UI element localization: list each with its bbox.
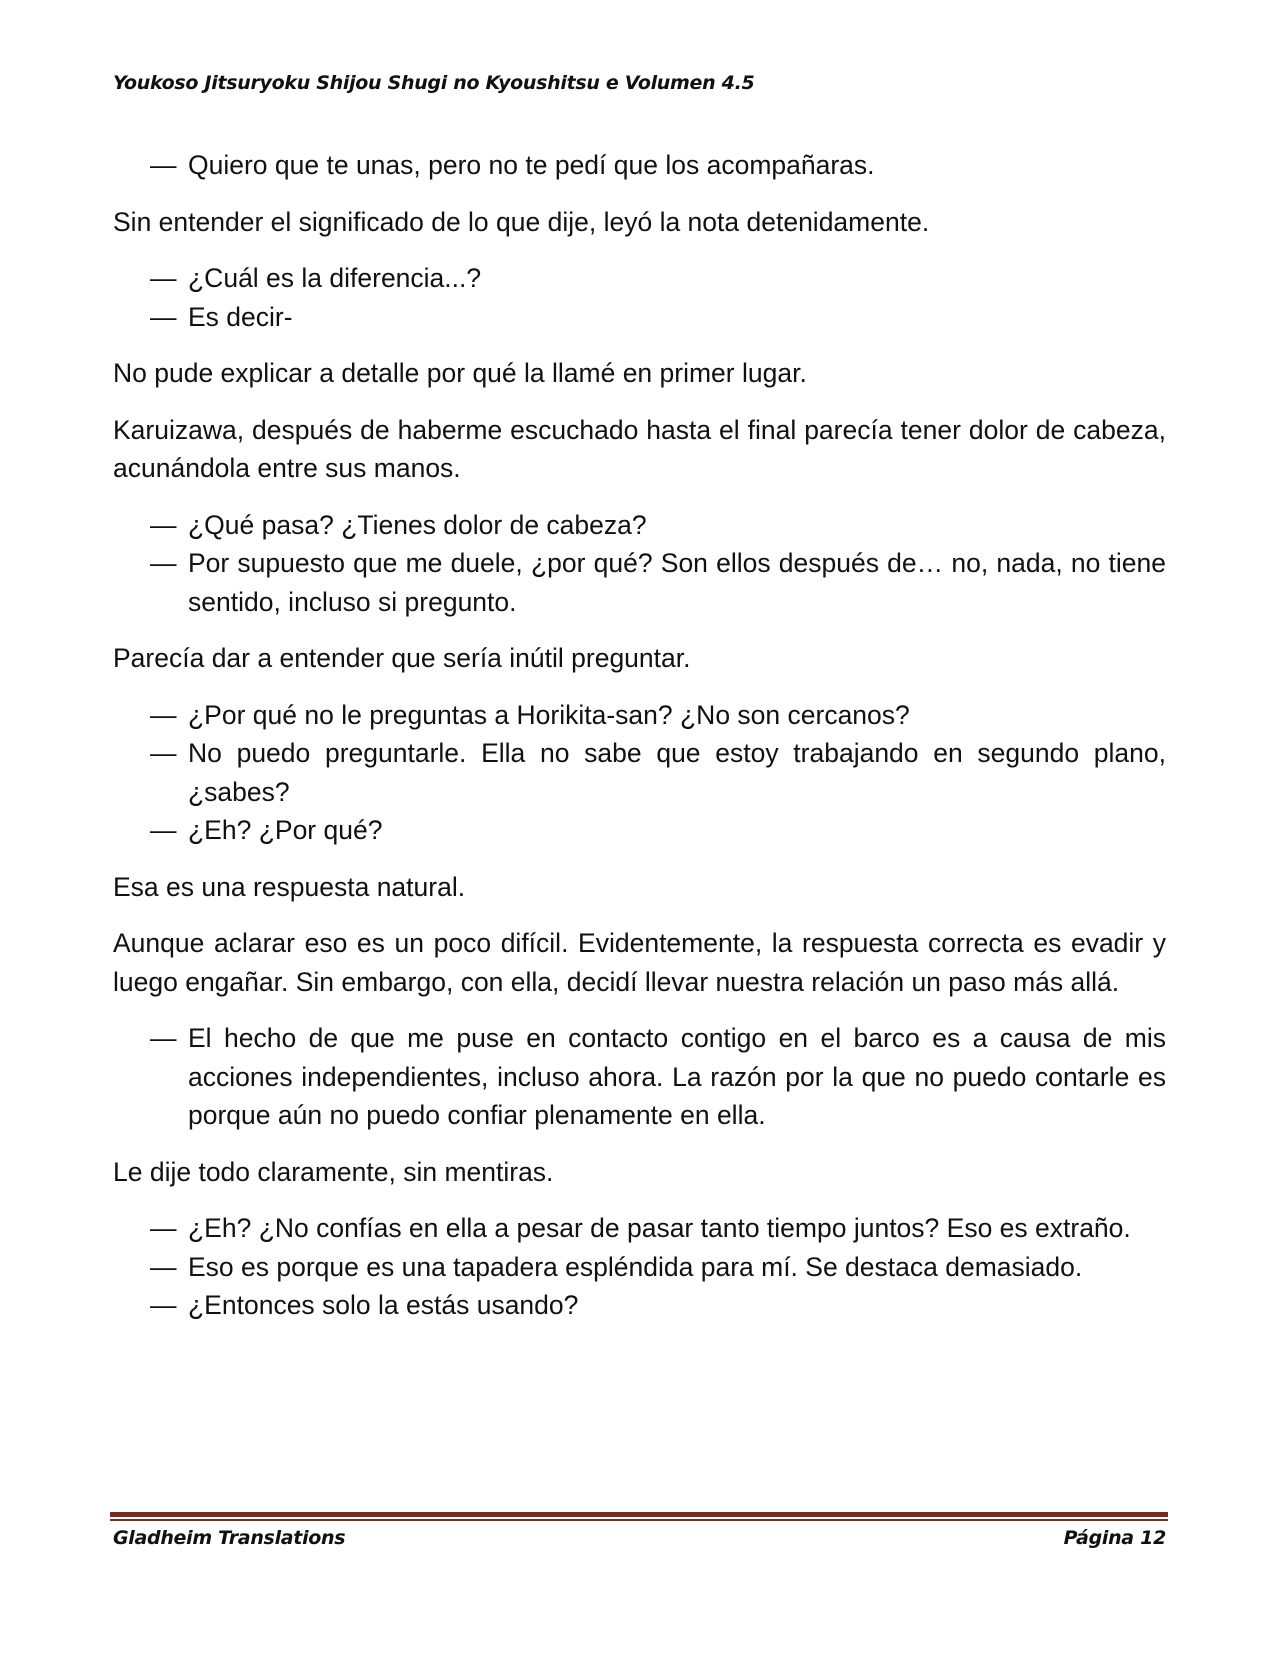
footer-rule (110, 1512, 1168, 1517)
em-dash: — (150, 699, 177, 730)
dialogue-block (150, 1019, 1166, 1135)
dialogue-block (150, 696, 1166, 850)
dialogue-line (150, 544, 1166, 621)
paragraph: No pude explicar a detalle por qué la llamé en primer lugar. (113, 358, 807, 388)
dialogue-line (150, 811, 1166, 850)
dialogue-block (150, 259, 1166, 336)
dialogue-text: ¿Entonces solo la estás usando? (188, 1290, 579, 1320)
dialogue-text: ¿Eh? ¿Por qué? (188, 815, 383, 845)
em-dash: — (150, 1213, 177, 1243)
em-dash: — (150, 815, 177, 845)
dialogue-text: No puedo preguntarle. Ella no sabe que estoy trabajando en segundo plano, ¿sabes? (188, 738, 1166, 807)
em-dash: — (150, 150, 177, 180)
dialogue-block (150, 146, 1166, 185)
em-dash: — (150, 301, 177, 332)
dialogue-block (150, 506, 1166, 622)
dialogue-line (150, 696, 1166, 735)
dialogue-line (150, 1286, 1166, 1325)
paragraph: Esa es una respuesta natural. (113, 871, 466, 902)
em-dash: — (150, 509, 177, 540)
paragraph: Karuizawa, después de haberme escuchado hasta el final parecía tener dolor de cabeza, acunándola entre sus manos. (113, 414, 1166, 483)
em-dash: — (150, 738, 177, 768)
em-dash: — (150, 1251, 177, 1282)
dialogue-text: ¿Qué pasa? ¿Tienes dolor de cabeza? (188, 509, 647, 540)
dialogue-line (150, 298, 1166, 337)
dialogue-line (150, 1248, 1166, 1287)
page-number: Página 12 (1063, 1527, 1166, 1549)
em-dash: — (150, 1290, 177, 1320)
dialogue-text: Es decir- (188, 301, 293, 332)
dialogue-line (150, 146, 1166, 185)
dialogue-line (150, 1019, 1166, 1135)
paragraph: Aunque aclarar eso es un poco difícil. Evidentemente, la respuesta correcta es evadir y luego engañar. Sin embargo, con ella, decidí llevar nuestra relación un paso más allá. (113, 928, 1166, 997)
paragraph: Sin entender el significado de lo que dije, leyó la nota detenidamente. (113, 206, 930, 237)
dialogue-text: Por supuesto que me duele, ¿por qué? Son ellos después de… no, nada, no tiene sentido, incluso si pregunto. (188, 548, 1166, 617)
page-body (113, 146, 1166, 1343)
em-dash: — (150, 263, 177, 293)
paragraph: Le dije todo claramente, sin mentiras. (113, 1156, 554, 1187)
running-header: Youkoso Jitsuryoku Shijou Shugi no Kyoushitsu e Volumen 4.5 (113, 72, 755, 94)
dialogue-text: El hecho de que me puse en contacto contigo en el barco es a causa de mis acciones independientes, incluso ahora. La razón por la que no puedo contarle es porque aún no puedo confiar plenamente en ella. (188, 1023, 1166, 1130)
dialogue-line (150, 734, 1166, 811)
dialogue-text: Eso es porque es una tapadera espléndida para mí. Se destaca demasiado. (188, 1251, 1083, 1282)
dialogue-block (150, 1209, 1166, 1325)
dialogue-text: Quiero que te unas, pero no te pedí que los acompañaras. (188, 150, 875, 180)
dialogue-line (150, 1209, 1166, 1248)
dialogue-line (150, 506, 1166, 545)
em-dash: — (150, 548, 177, 578)
dialogue-text: ¿Por qué no le preguntas a Horikita-san? ¿No son cercanos? (188, 699, 910, 730)
em-dash: — (150, 1023, 177, 1053)
paragraph: Parecía dar a entender que sería inútil preguntar. (113, 643, 691, 673)
dialogue-text: ¿Eh? ¿No confías en ella a pesar de pasar tanto tiempo juntos? Eso es extraño. (188, 1213, 1131, 1243)
dialogue-text: ¿Cuál es la diferencia...? (188, 263, 482, 293)
footer-rule-thin (110, 1519, 1168, 1521)
footer-credit: Gladheim Translations (113, 1527, 346, 1549)
dialogue-line (150, 259, 1166, 298)
